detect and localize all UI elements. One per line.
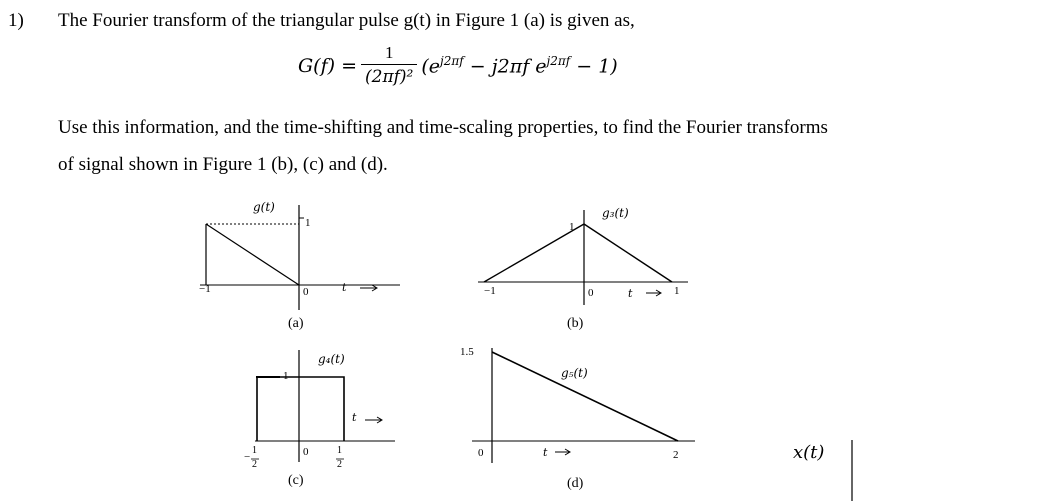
- equation-rhs: ($e^{j2\pi f} - j2\pi f$ $e^{j2\pi f} - 1$): [421, 53, 618, 78]
- instruction-line-2: of signal shown in Figure 1 (b), (c) and (d).: [58, 154, 388, 175]
- figure-c-tick-peak: 1: [283, 370, 289, 382]
- figure-c-tick-neg-den: 2: [252, 459, 257, 470]
- instruction-line-1: Use this information, and the time-shifting and time-scaling properties, to find the Fourier transforms: [58, 117, 828, 138]
- figure-d-tick-end: 2: [673, 449, 679, 461]
- equation-denominator: (2πf)²: [361, 64, 417, 89]
- figure-c-caption: (c): [288, 473, 304, 488]
- figure-d-tick-peak: 1.5: [460, 346, 474, 358]
- figure-b-tick-pos: 1: [674, 285, 680, 297]
- figure-c-minus-sign: −: [244, 451, 251, 463]
- equation-numerator: 1: [384, 43, 394, 62]
- figure-a-tick-zero: 0: [303, 286, 309, 298]
- equation-lhs: G(f) =: [298, 54, 357, 77]
- figure-d-signal-label: g₅(t): [561, 366, 588, 380]
- figure-b-tick-neg: −1: [484, 285, 496, 297]
- figure-d-axis-t: t: [543, 446, 548, 459]
- figure-c-tick-zero: 0: [303, 446, 309, 458]
- figure-b-signal-label: g₃(t): [602, 206, 629, 220]
- figure-a-caption: (a): [288, 316, 304, 331]
- question-number: 1): [8, 10, 24, 31]
- figure-b-caption: (b): [567, 316, 584, 331]
- figure-a-tick-peak: 1: [305, 217, 311, 229]
- x-of-t-label: x(t): [793, 442, 825, 463]
- figure-b-tick-zero: 0: [588, 287, 594, 299]
- figure-d-tick-zero: 0: [478, 447, 484, 459]
- figure-a-tick-neg: −1: [199, 283, 211, 295]
- figure-b-tick-peak: 1: [569, 221, 575, 233]
- figure-a-axis-t: t: [342, 281, 347, 294]
- figure-a-signal-label: g(t): [253, 200, 275, 214]
- question-statement: The Fourier transform of the triangular pulse g(t) in Figure 1 (a) is given as,: [58, 10, 635, 31]
- figure-c-axis-t: t: [352, 411, 357, 424]
- figure-c-tick-pos-den: 2: [337, 459, 342, 470]
- figure-c-tick-neg-num: 1: [252, 445, 257, 456]
- figure-d-caption: (d): [567, 476, 584, 491]
- figure-c-signal-label: g₄(t): [318, 352, 345, 366]
- figure-b-axis-t: t: [628, 287, 633, 300]
- figure-c-tick-pos-num: 1: [337, 445, 342, 456]
